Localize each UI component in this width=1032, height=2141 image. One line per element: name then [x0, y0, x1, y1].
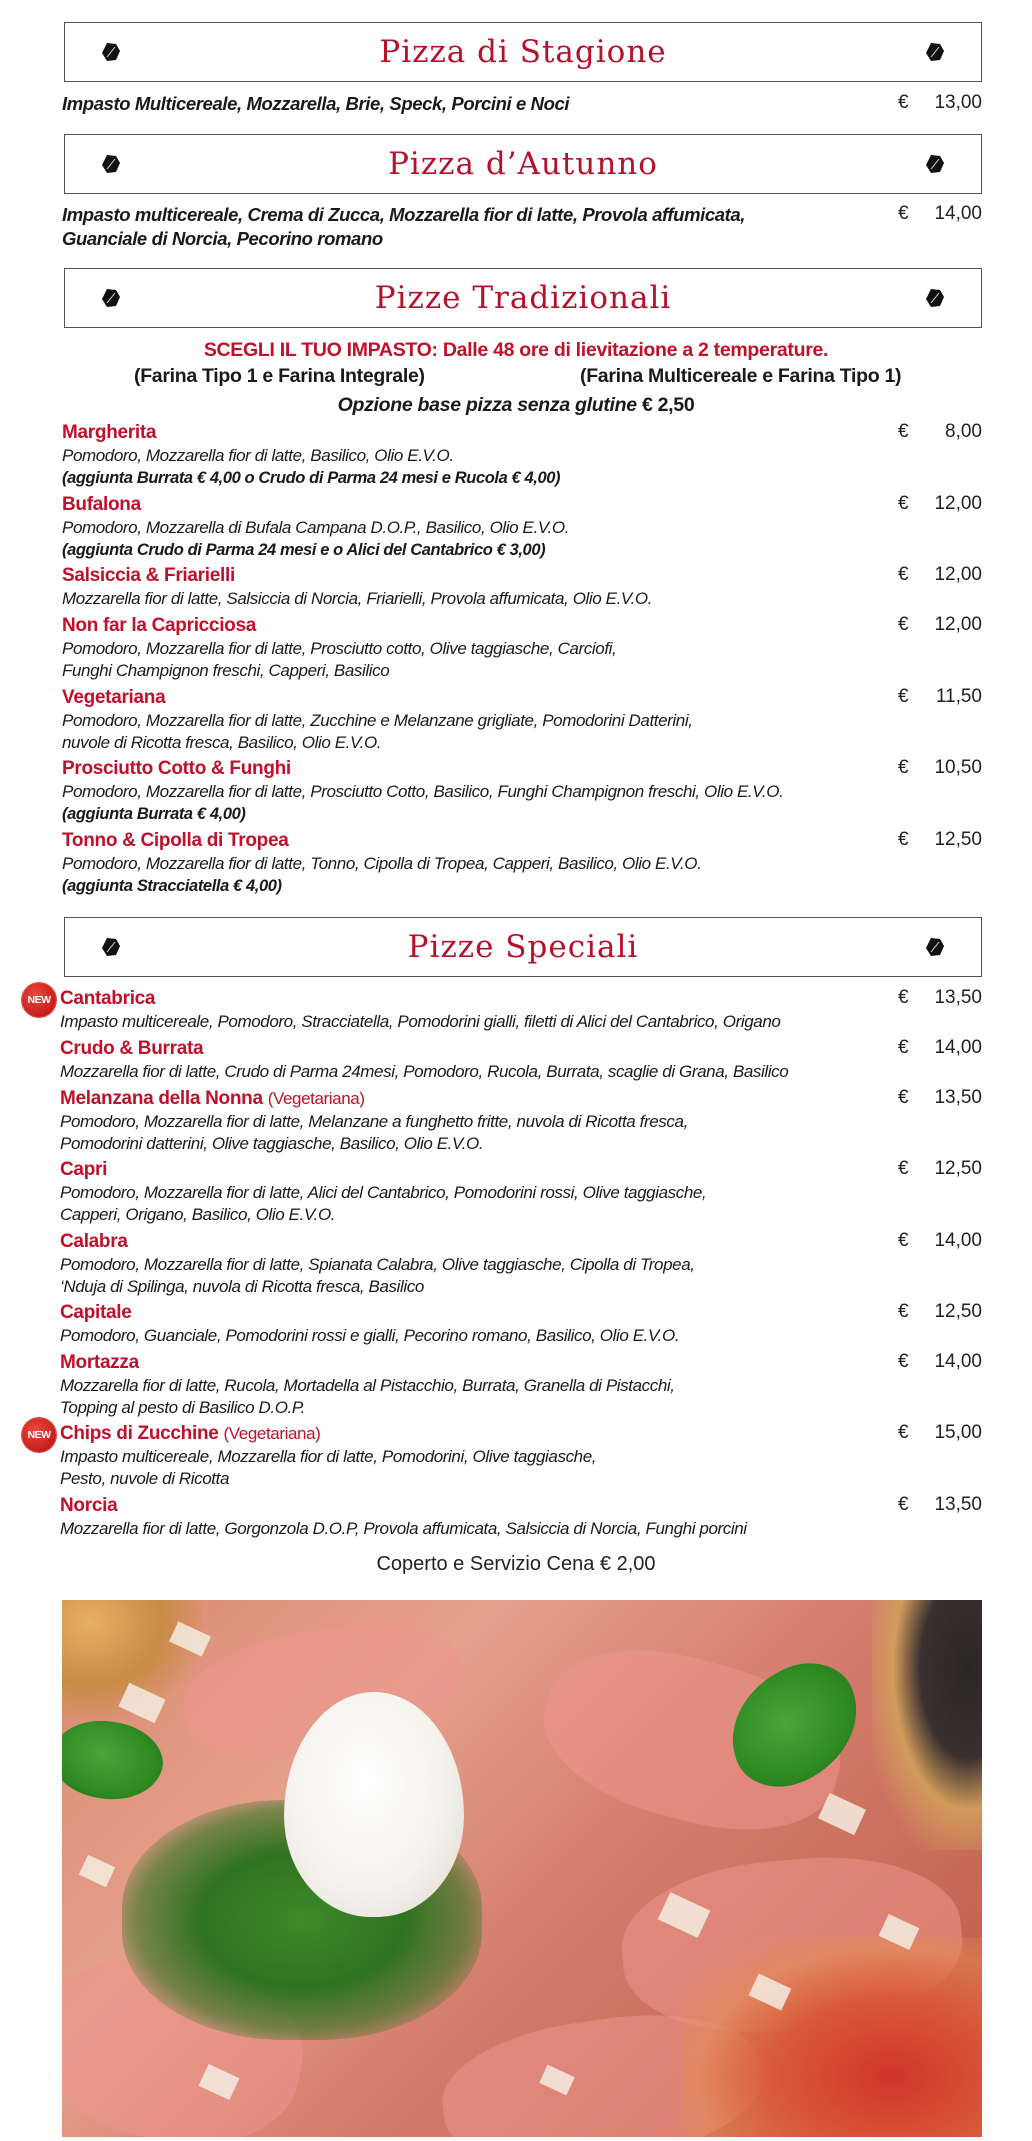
- section-title: Pizza di Stagione: [379, 34, 667, 70]
- gluten-free-option: Opzione base pizza senza glutine € 2,50: [337, 394, 695, 416]
- item-price: € 12,00: [898, 614, 982, 635]
- menu-item: Prosciutto Cotto & Funghi Pomodoro, Mozzarella fior di latte, Prosciutto Cotto, Basilico, Funghi Champignon freschi, Olio E.V.O. (aggiunta Burrata € 4,00): [62, 757, 982, 825]
- menu-item: Capitale Pomodoro, Guanciale, Pomodorini rossi e gialli, Pecorino romano, Basilico, Olio E.V.O.: [60, 1301, 980, 1347]
- item-name: Margherita: [62, 422, 157, 443]
- item-price: € 12,50: [898, 1301, 982, 1322]
- item-name: Capitale: [60, 1302, 132, 1323]
- menu-item-stagione: [62, 92, 982, 116]
- menu-item: Melanzana della Nonna (Vegetariana) Pomodoro, Mozzarella fior di latte, Melanzane a funghetto fritte, nuvola di Ricotta fresca, Pomodorini datterini, Olive taggiasche, Basilico, Olio E.V.O.: [60, 1087, 980, 1155]
- section-title: Pizze Tradizionali: [374, 280, 672, 316]
- hexagon-ornament-icon: [925, 288, 945, 308]
- item-name: Tonno & Cipolla di Tropea: [62, 830, 289, 851]
- item-price: € 8,00: [898, 421, 982, 442]
- item-name: Crudo & Burrata: [60, 1038, 204, 1059]
- item-name: Prosciutto Cotto & Funghi: [62, 758, 291, 779]
- menu-item: Margherita Pomodoro, Mozzarella fior di latte, Basilico, Olio E.V.O. (aggiunta Burrata € 4,00 o Crudo di Parma 24 mesi e Rucola € 4,00): [62, 421, 982, 489]
- section-header-stagione: [64, 22, 982, 82]
- menu-item: Norcia Mozzarella fior di latte, Gorgonzola D.O.P, Provola affumicata, Salsiccia di Norcia, Funghi porcini: [60, 1494, 980, 1540]
- section-title: Pizza d’Autunno: [388, 146, 658, 182]
- hexagon-ornament-icon: [925, 42, 945, 62]
- item-price: € 12,00: [898, 564, 982, 585]
- vegetarian-note: (Vegetariana): [267, 1089, 365, 1108]
- menu-item: Crudo & Burrata Mozzarella fior di latte, Crudo di Parma 24mesi, Pomodoro, Rucola, Burrata, scaglie di Grana, Basilico: [60, 1037, 980, 1083]
- item-addon: (aggiunta Burrata € 4,00 o Crudo di Parma 24 mesi e Rucola € 4,00): [62, 469, 561, 487]
- hexagon-ornament-icon: [101, 42, 121, 62]
- item-name: Capri: [60, 1159, 108, 1180]
- coperto-note: Coperto e Servizio Cena € 2,00: [376, 1553, 656, 1575]
- menu-item: Bufalona Pomodoro, Mozzarella di Bufala Campana D.O.P., Basilico, Olio E.V.O. (aggiunta Crudo di Parma 24 mesi e o Alici del Cantabrico € 3,00): [62, 493, 982, 561]
- menu-item: Capri Pomodoro, Mozzarella fior di latte, Alici del Cantabrico, Pomodorini rossi, Olive taggiasche, Capperi, Origano, Basilico, Olio E.V.O.: [60, 1158, 980, 1226]
- item-name: Non far la Capricciosa: [62, 615, 257, 636]
- menu-item: Vegetariana Pomodoro, Mozzarella fior di latte, Zucchine e Melanzane grigliate, Pomodorini Datterini, nuvole di Ricotta fresca, Basilico, Olio E.V.O.: [62, 686, 982, 754]
- item-name: Melanzana della Nonna (Vegetariana): [60, 1088, 365, 1109]
- item-price: € 12,50: [898, 829, 982, 850]
- item-price: € 13,50: [898, 987, 982, 1008]
- item-price: € 12,50: [898, 1158, 982, 1179]
- menu-item: Salsiccia & Friarielli Mozzarella fior di latte, Salsiccia di Norcia, Friarielli, Provola affumicata, Olio E.V.O.: [62, 564, 982, 610]
- item-name: Salsiccia & Friarielli: [62, 565, 235, 586]
- item-price: € 12,00: [898, 493, 982, 514]
- item-price: € 14,00: [898, 203, 982, 224]
- item-addon: (aggiunta Crudo di Parma 24 mesi e o Alici del Cantabrico € 3,00): [62, 541, 546, 559]
- item-name: Norcia: [60, 1495, 118, 1516]
- hexagon-ornament-icon: [101, 154, 121, 174]
- menu-item: Chips di Zucchine (Vegetariana) Impasto multicereale, Mozzarella fior di latte, Pomodorini, Olive taggiasche, Pesto, nuvole di Ricotta: [60, 1422, 980, 1490]
- vegetarian-note: (Vegetariana): [223, 1424, 321, 1443]
- menu-item: Calabra Pomodoro, Mozzarella fior di latte, Spianata Calabra, Olive taggiasche, Cipolla di Tropea, ‘Nduja di Spilinga, nuvola di Ricotta fresca, Basilico: [60, 1230, 980, 1298]
- section-title: Pizze Speciali: [407, 929, 639, 965]
- item-price: € 10,50: [898, 757, 982, 778]
- hexagon-ornament-icon: [101, 937, 121, 957]
- section-header-tradizionali: [64, 268, 982, 328]
- item-name: Mortazza: [60, 1352, 139, 1373]
- menu-item: Cantabrica Impasto multicereale, Pomodoro, Stracciatella, Pomodorini gialli, filetti di Alici del Cantabrico, Origano: [60, 987, 980, 1033]
- menu-item: Tonno & Cipolla di Tropea Pomodoro, Mozzarella fior di latte, Tonno, Cipolla di Tropea, Capperi, Basilico, Olio E.V.O. (aggiunta Stracciatella € 4,00): [62, 829, 982, 897]
- item-price: € 13,50: [898, 1494, 982, 1515]
- menu-item: Non far la Capricciosa Pomodoro, Mozzarella fior di latte, Prosciutto cotto, Olive taggiasche, Carciofi, Funghi Champignon freschi, Capperi, Basilico: [62, 614, 982, 682]
- section-header-autunno: [64, 134, 982, 194]
- item-price: € 11,50: [898, 686, 982, 707]
- item-price: € 15,00: [898, 1422, 982, 1443]
- menu-item: Mortazza Mozzarella fior di latte, Rucola, Mortadella al Pistacchio, Burrata, Granella di Pistacchi, Topping al pesto di Basilico D.O.P.: [60, 1351, 980, 1419]
- hexagon-ornament-icon: [101, 288, 121, 308]
- new-badge-icon: NEW: [22, 1418, 56, 1452]
- pizza-photo: [62, 1600, 982, 2137]
- hexagon-ornament-icon: [925, 154, 945, 174]
- item-addon: (aggiunta Stracciatella € 4,00): [62, 877, 282, 895]
- item-price: € 14,00: [898, 1230, 982, 1251]
- flour-option-right: (Farina Multicereale e Farina Tipo 1): [580, 365, 902, 387]
- impasto-heading: SCEGLI IL TUO IMPASTO: Dalle 48 ore di lievitazione a 2 temperature.: [203, 339, 829, 361]
- menu-item-autunno: Impasto multicereale, Crema di Zucca, Mozzarella fior di latte, Provola affumicata, Guanciale di Norcia, Pecorino romano: [62, 204, 746, 249]
- item-name: Chips di Zucchine (Vegetariana): [60, 1423, 321, 1444]
- item-name: Calabra: [60, 1231, 128, 1252]
- item-name: Bufalona: [62, 494, 141, 515]
- section-header-speciali: [64, 917, 982, 977]
- burrata: [284, 1692, 464, 1917]
- item-price: € 14,00: [898, 1351, 982, 1372]
- item-name: Vegetariana: [62, 687, 166, 708]
- flour-option-left: (Farina Tipo 1 e Farina Integrale): [134, 365, 425, 387]
- item-price: € 14,00: [898, 1037, 982, 1058]
- hexagon-ornament-icon: [925, 937, 945, 957]
- item-price: € 13,50: [898, 1087, 982, 1108]
- item-price: € 13,00: [898, 92, 982, 113]
- new-badge-icon: NEW: [22, 983, 56, 1017]
- item-name: Cantabrica: [60, 988, 156, 1009]
- item-addon: (aggiunta Burrata € 4,00): [62, 805, 246, 823]
- item-description: Impasto Multicereale, Mozzarella, Brie, Speck, Porcini e Noci: [62, 93, 570, 114]
